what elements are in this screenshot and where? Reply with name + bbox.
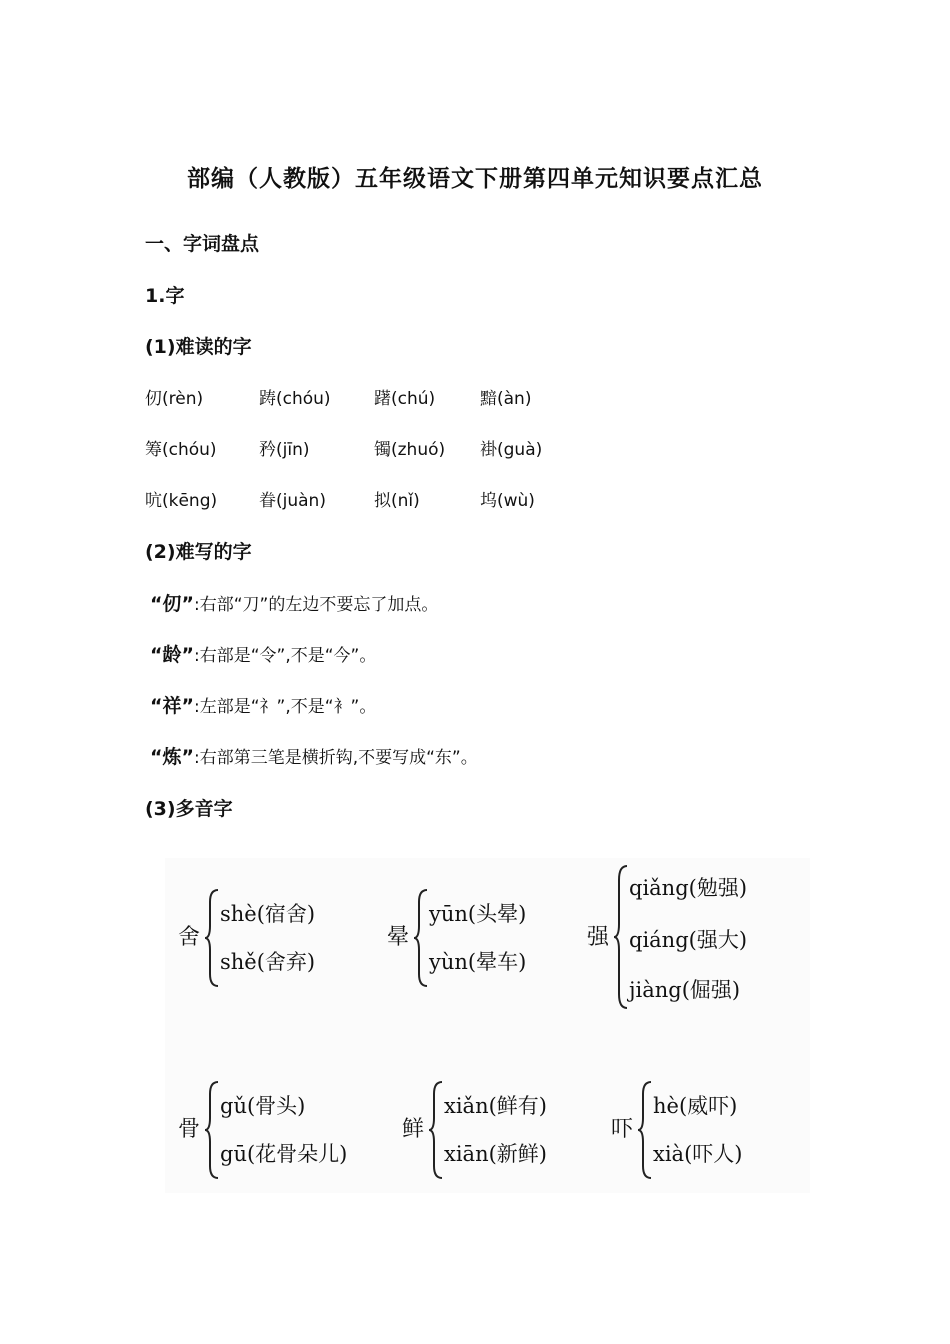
polyphonic-reading: yùn(晕车) xyxy=(429,950,527,974)
brace-icon xyxy=(204,1080,220,1180)
polyphonic-reading: xià(吓人) xyxy=(653,1142,743,1166)
polyphonic-reading: gū(花骨朵儿) xyxy=(220,1142,348,1166)
polyphonic-char: 强 xyxy=(587,925,610,950)
polyphonic-reading: xiān(新鲜) xyxy=(444,1142,547,1166)
polyphonic-group xyxy=(178,880,358,1010)
page-title: 部编（人教版）五年级语文下册第四单元知识要点汇总 xyxy=(187,166,763,192)
pinyin-cell: 躇(chú) xyxy=(374,389,436,409)
polyphonic-reading: shè(宿舍) xyxy=(220,902,316,926)
note-char: “仞” xyxy=(150,593,194,615)
note-text: :右部是“令”,不是“今”。 xyxy=(193,646,377,666)
section-heading: 一、字词盘点 xyxy=(145,233,260,255)
note-text: :左部是“礻”,不是“衤”。 xyxy=(193,697,377,717)
hard-write-heading: (2)难写的字 xyxy=(145,541,252,563)
writing-note xyxy=(150,742,478,769)
note-text: :右部第三笔是横折钩,不要写成“东”。 xyxy=(193,748,478,768)
polyphonic-group xyxy=(178,1072,378,1202)
pinyin-cell: 黯(àn) xyxy=(480,389,532,409)
polyphonic-heading: (3)多音字 xyxy=(145,798,233,820)
note-char: “祥” xyxy=(150,695,194,717)
polyphonic-reading: shě(舍弃) xyxy=(220,950,316,974)
brace-icon xyxy=(413,888,429,988)
brace-icon xyxy=(613,864,629,1010)
polyphonic-reading: xiǎn(鲜有) xyxy=(444,1094,547,1118)
polyphonic-reading: yūn(头晕) xyxy=(429,902,527,926)
pinyin-cell: 筹(chóu) xyxy=(145,440,217,460)
note-char: “炼” xyxy=(150,746,194,768)
pinyin-cell: 仞(rèn) xyxy=(145,389,204,409)
polyphonic-group xyxy=(402,1072,582,1202)
brace-icon xyxy=(204,888,220,988)
pinyin-cell: 矜(jīn) xyxy=(259,440,310,460)
note-text: :右部“刀”的左边不要忘了加点。 xyxy=(193,595,439,615)
polyphonic-reading: hè(威吓) xyxy=(653,1094,738,1118)
pinyin-cell: 眷(juàn) xyxy=(259,491,326,511)
polyphonic-group xyxy=(611,1072,781,1202)
polyphonic-reading: qiáng(强大) xyxy=(629,928,748,952)
writing-note xyxy=(150,640,376,667)
polyphonic-char: 鲜 xyxy=(402,1117,425,1142)
polyphonic-group xyxy=(587,858,787,1018)
brace-icon xyxy=(428,1080,444,1180)
pinyin-cell: 褂(guà) xyxy=(480,440,543,460)
pinyin-cell: 吭(kēng) xyxy=(145,491,218,511)
brace-icon xyxy=(637,1080,653,1180)
polyphonic-reading: qiǎng(勉强) xyxy=(629,876,748,900)
note-char: “龄” xyxy=(150,644,194,666)
writing-note xyxy=(150,589,438,616)
pinyin-cell: 拟(nǐ) xyxy=(374,491,420,511)
hard-read-heading: (1)难读的字 xyxy=(145,336,252,358)
writing-note xyxy=(150,691,376,718)
polyphonic-char: 吓 xyxy=(611,1117,634,1142)
pinyin-cell: 坞(wù) xyxy=(480,491,535,511)
polyphonic-char: 晕 xyxy=(387,925,410,950)
pinyin-cell: 镯(zhuó) xyxy=(374,440,446,460)
pinyin-cell: 踌(chóu) xyxy=(259,389,331,409)
polyphonic-reading: gǔ(骨头) xyxy=(220,1094,306,1118)
subsection-heading: 1.字 xyxy=(145,285,185,307)
polyphonic-char: 舍 xyxy=(178,925,201,950)
polyphonic-group xyxy=(387,880,567,1010)
polyphonic-reading: jiàng(倔强) xyxy=(629,978,741,1002)
polyphonic-char: 骨 xyxy=(178,1117,201,1142)
